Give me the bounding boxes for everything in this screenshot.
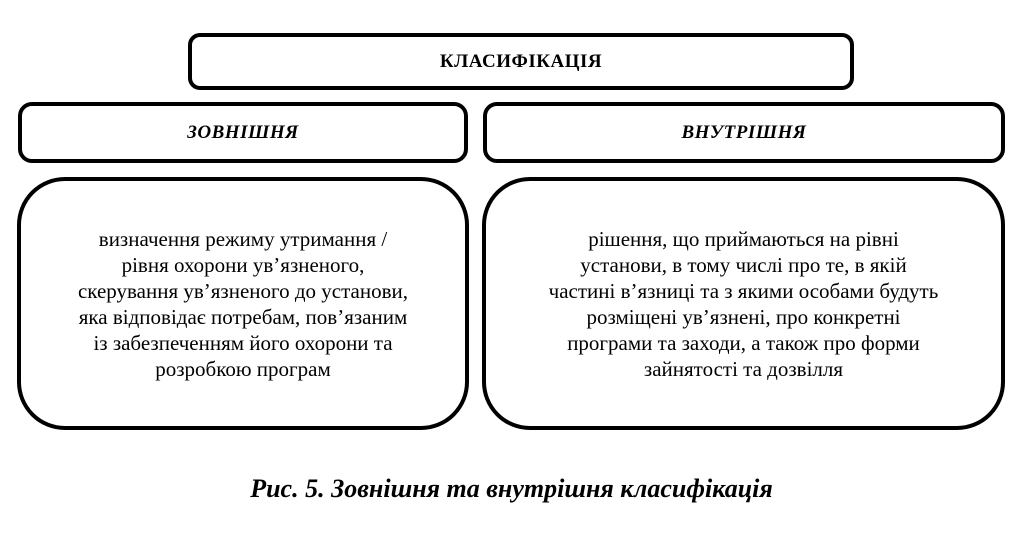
classification-root-label: КЛАСИФІКАЦІЯ — [439, 50, 603, 72]
internal-description-line: розміщені ув’язнені, про конкретні — [586, 304, 901, 329]
internal-description-line: установи, в тому числі про те, в якій — [580, 252, 907, 277]
external-description-line: розробкою програм — [155, 356, 331, 381]
external-category-label: ЗОВНІШНЯ — [187, 121, 299, 143]
internal-description-line: зайнятості та дозвілля — [643, 356, 844, 381]
external-category-box — [18, 102, 468, 163]
internal-description-line: програми та заходи, а також про форми — [567, 330, 920, 355]
external-description-line: яка відповідає потребам, пов’язаним — [78, 304, 408, 329]
internal-category-label: ВНУТРІШНЯ — [681, 121, 807, 143]
internal-description-line: рішення, що приймаються на рівні — [588, 226, 899, 251]
internal-description-line: частині в’язниці та з якими особами будуть — [548, 278, 939, 303]
external-description-text — [78, 226, 408, 382]
external-description-line: рівня охорони ув’язненого, — [121, 252, 365, 277]
external-description-line: із забезпеченням його охорони та — [93, 330, 393, 355]
external-description-line: визначення режиму утримання / — [98, 226, 388, 251]
internal-description-box — [482, 177, 1005, 430]
external-description-box — [17, 177, 469, 430]
figure-caption: Рис. 5. Зовнішня та внутрішня класифікація — [250, 474, 773, 503]
classification-root-box — [188, 33, 854, 90]
internal-category-box — [483, 102, 1005, 163]
internal-description-text — [549, 226, 939, 382]
external-description-line: скерування ув’язненого до установи, — [77, 278, 409, 303]
